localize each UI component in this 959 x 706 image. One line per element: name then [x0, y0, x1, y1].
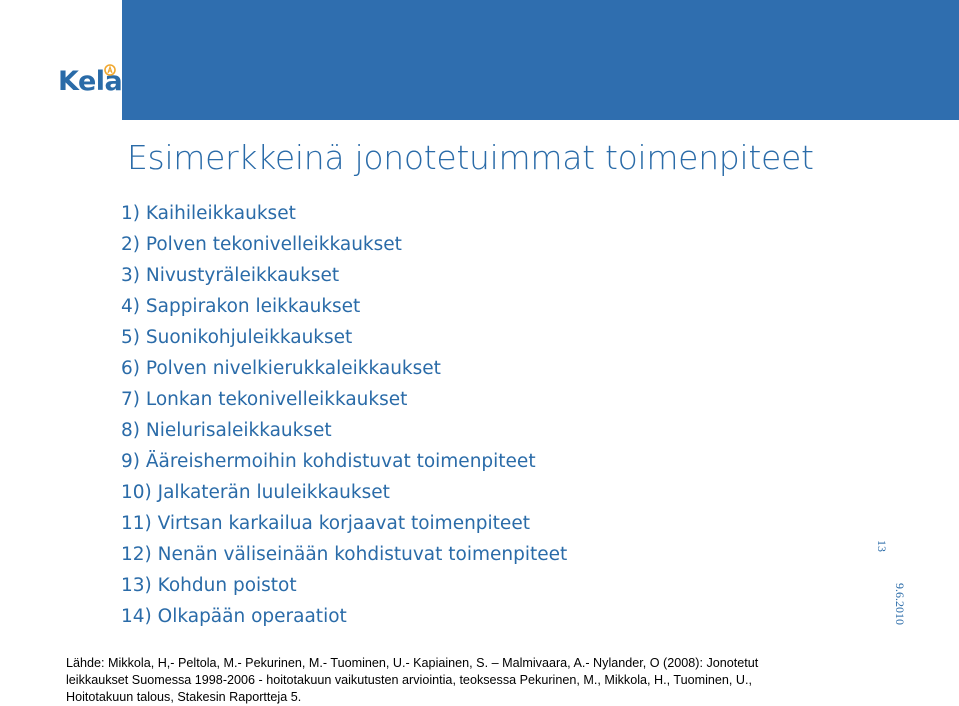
list-item: 1) Kaihileikkaukset [121, 203, 296, 224]
list-item: 13) Kohdun poistot [121, 575, 297, 596]
list-item: 3) Nivustyräleikkaukset [121, 265, 340, 286]
list-item: 10) Jalkaterän luuleikkaukset [121, 482, 390, 503]
source-line: Hoitotakuun talous, Stakesin Raportteja 5. [66, 690, 302, 704]
slide-date: 9.6.2010 [893, 583, 907, 625]
list-item: 9) Ääreishermoihin kohdistuvat toimenpiteet [121, 451, 536, 472]
list-item: 2) Polven tekonivelleikkaukset [121, 234, 402, 255]
header-band [122, 0, 959, 120]
logo-mark-icon [104, 64, 116, 76]
kela-logo: Kela [58, 66, 123, 97]
procedure-list [121, 198, 567, 632]
list-item: 5) Suonikohjuleikkaukset [121, 327, 353, 348]
list-item: 6) Polven nivelkierukkaleikkaukset [121, 358, 441, 379]
page-number: 13 [875, 540, 889, 552]
list-item: 4) Sappirakon leikkaukset [121, 296, 361, 317]
source-citation [66, 655, 946, 706]
slide-header [0, 0, 959, 122]
source-line: leikkaukset Suomessa 1998-2006 - hoitotakuun vaikutusten arviointia, teoksessa Pekurinen, M., Mikkola, H., Tuominen, U., [66, 673, 753, 687]
logo-area [0, 0, 122, 122]
source-line: Lähde: Mikkola, H,- Peltola, M.- Pekurinen, M.- Tuominen, U.- Kapiainen, S. – Malmivaara, A.- Nylander, O (2008): Jonotetut [66, 656, 759, 670]
list-item: 12) Nenän väliseinään kohdistuvat toimenpiteet [121, 544, 568, 565]
list-item: 8) Nielurisaleikkaukset [121, 420, 332, 441]
list-item: 7) Lonkan tekonivelleikkaukset [121, 389, 408, 410]
list-item: 11) Virtsan karkailua korjaavat toimenpiteet [121, 513, 530, 534]
slide-title: Esimerkkeinä jonotetuimmat toimenpiteet [127, 138, 814, 177]
list-item: 14) Olkapään operaatiot [121, 606, 347, 627]
